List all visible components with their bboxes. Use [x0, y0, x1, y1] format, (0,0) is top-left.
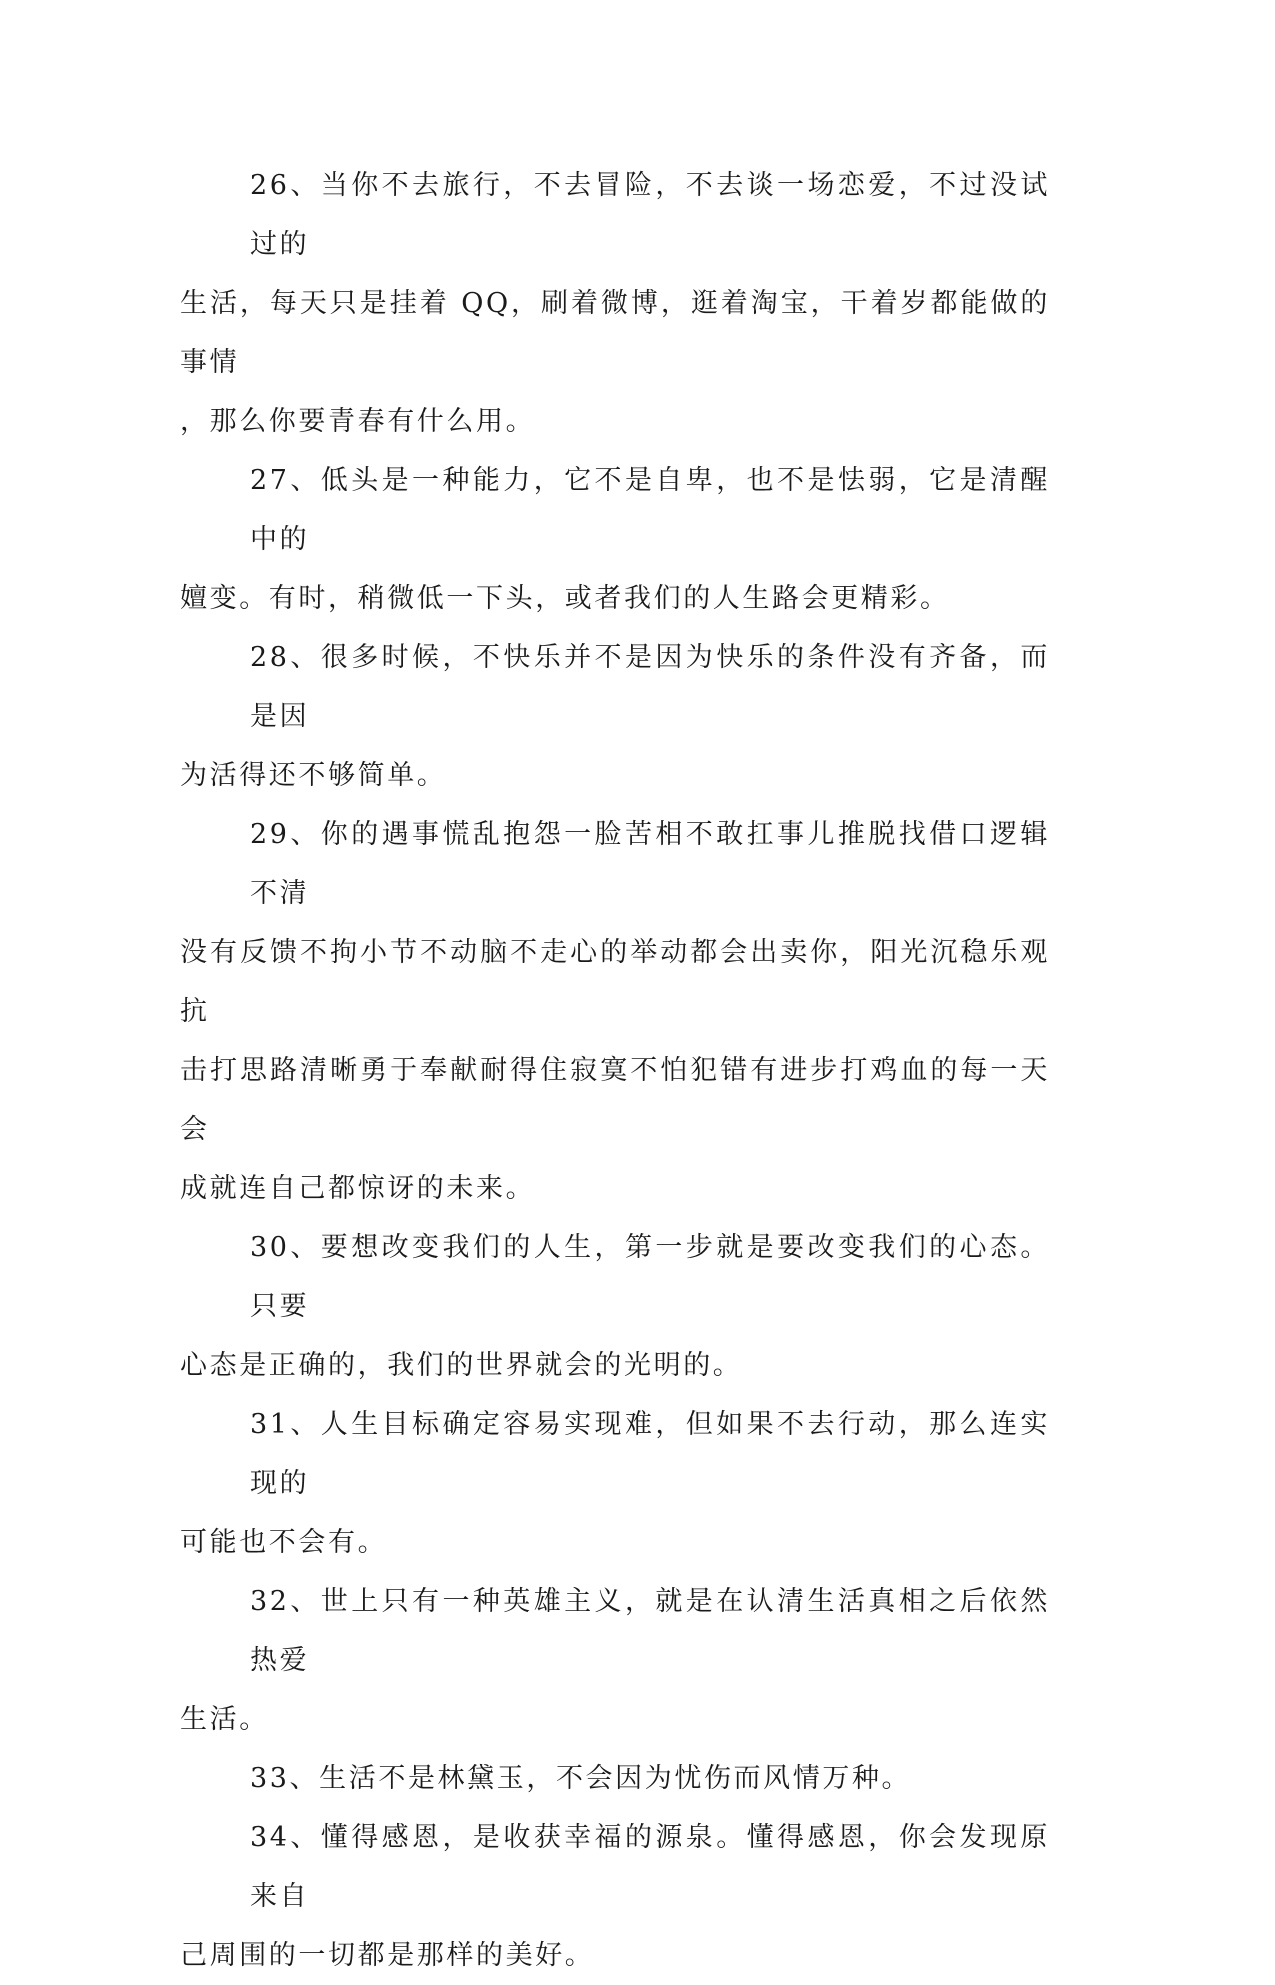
paragraph-33 [180, 1749, 1050, 1808]
paragraph-32 [180, 1572, 1050, 1749]
paragraph-line: 32、世上只有一种英雄主义，就是在认清生活真相之后依然热爱 [250, 1586, 1050, 1676]
paragraph-28 [180, 628, 1050, 805]
paragraph-line: 心态是正确的，我们的世界就会的光明的。 [180, 1350, 743, 1381]
paragraph-34 [180, 1808, 1050, 1985]
paragraph-line: 27、低头是一种能力，它不是自卑，也不是怯弱，它是清醒中的 [250, 465, 1050, 555]
paragraph-line: 31、人生目标确定容易实现难，但如果不去行动，那么连实现的 [250, 1409, 1050, 1499]
paragraph-line: 生活，每天只是挂着 QQ，刷着微博，逛着淘宝，干着岁都能做的事情 [180, 288, 1050, 378]
document-body [180, 156, 1050, 1985]
paragraph-line: 生活。 [180, 1704, 269, 1735]
paragraph-line: 29、你的遇事慌乱抱怨一脸苦相不敢扛事儿推脱找借口逻辑不清 [250, 819, 1050, 909]
paragraph-line: 己周围的一切都是那样的美好。 [180, 1940, 595, 1971]
paragraph-line: ，那么你要青春有什么用。 [180, 406, 536, 437]
paragraph-line: 28、很多时候，不快乐并不是因为快乐的条件没有齐备，而是因 [250, 642, 1050, 732]
paragraph-31 [180, 1395, 1050, 1572]
paragraph-line: 成就连自己都惊讶的未来。 [180, 1173, 536, 1204]
paragraph-line: 击打思路清晰勇于奉献耐得住寂寞不怕犯错有进步打鸡血的每一天会 [180, 1055, 1050, 1145]
paragraph-29 [180, 805, 1050, 1218]
paragraph-line: 33、生活不是林黛玉，不会因为忧伤而风情万种。 [250, 1763, 912, 1794]
paragraph-26 [180, 156, 1050, 451]
paragraph-30 [180, 1218, 1050, 1395]
paragraph-27 [180, 451, 1050, 628]
paragraph-line: 30、要想改变我们的人生，第一步就是要改变我们的心态。只要 [250, 1232, 1050, 1322]
paragraph-line: 可能也不会有。 [180, 1527, 388, 1558]
paragraph-line: 26、当你不去旅行，不去冒险，不去谈一场恋爱，不过没试过的 [250, 170, 1050, 260]
paragraph-line: 没有反馈不拘小节不动脑不走心的举动都会出卖你，阳光沉稳乐观抗 [180, 937, 1050, 1027]
paragraph-line: 嬗变。有时，稍微低一下头，或者我们的人生路会更精彩。 [180, 583, 950, 614]
paragraph-line: 为活得还不够简单。 [180, 760, 447, 791]
paragraph-line: 34、懂得感恩，是收获幸福的源泉。懂得感恩，你会发现原来自 [250, 1822, 1050, 1912]
